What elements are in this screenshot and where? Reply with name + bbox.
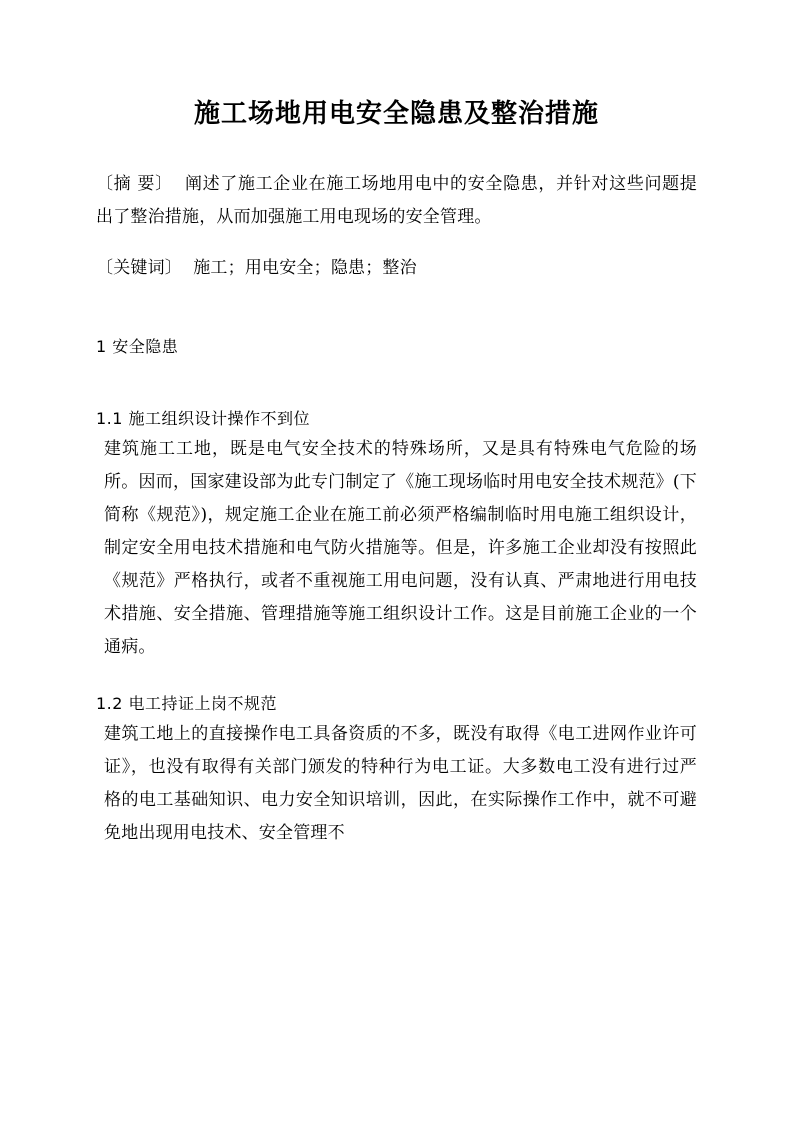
abstract-paragraph [96, 168, 697, 234]
page-title: 施工场地用电安全隐患及整治措施 [193, 99, 599, 129]
section-heading-1: 1 安全隐患 [96, 337, 179, 356]
abstract-block [96, 168, 697, 285]
abstract-text: 阐述了施工企业在施工场地用电中的安全隐患，并针对这些问题提出了整治措施，从而加强施工用电现场的安全管理。 [96, 174, 697, 227]
subsection-paragraph-1-1: 建筑施工工地，既是电气安全技术的特殊场所，又是具有特殊电气危险的场所。因而，国家建设部为此专门制定了《施工现场临时用电安全技术规范》(下简称《规范》)，规定施工企业在施工前必须严格编制临时用电施工组织设计，制定安全用电技术措施和电气防火措施等。但是，许多施工企业却没有按照此《规范》严格执行，或者不重视施工用电问题，没有认真、严肃地进行用电技术措施、安全措施、管理措施等施工组织设计工作。这是目前施工企业的一个通病。 [104, 439, 697, 657]
keywords-label: 〔关键词〕 [96, 258, 182, 278]
subsection-heading-1-2: 1.2 电工持证上岗不规范 [96, 694, 278, 713]
keywords-text: 施工；用电安全；隐患；整治 [193, 258, 417, 278]
subsection-heading-1-1: 1.1 施工组织设计操作不到位 [96, 409, 311, 428]
subsection-paragraph-1-2: 建筑工地上的直接操作电工具备资质的不多，既没有取得《电工进网作业许可证》，也没有取得有关部门颁发的特种行为电工证。大多数电工没有进行过严格的电工基础知识、电力安全知识培训，因此，在实际操作工作中，就不可避免地出现用电技术、安全管理不 [104, 724, 697, 843]
abstract-label: 〔摘 要〕 [96, 174, 173, 194]
keywords-paragraph [96, 252, 697, 285]
